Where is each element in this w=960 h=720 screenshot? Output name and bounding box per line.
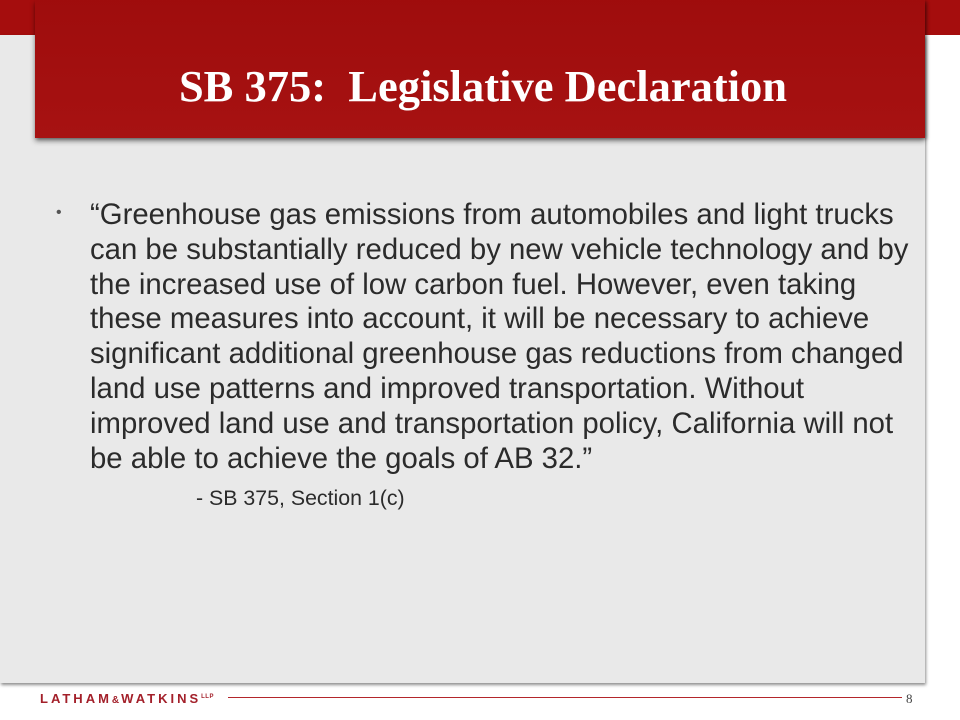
logo-word-left: LATHAM	[40, 691, 112, 706]
logo-suffix: LLP	[201, 694, 214, 700]
quote-block	[90, 198, 908, 476]
page-number: 8	[906, 691, 913, 706]
quote-line: significant additional greenhouse gas reductions from changed	[90, 337, 904, 371]
logo-word-right: WATKINS	[121, 691, 202, 706]
bullet-marker: •	[56, 204, 62, 221]
footer-rule	[228, 697, 902, 698]
slide-title: SB 375: Legislative Declaration	[178, 61, 788, 111]
quote-attribution: - SB 375, Section 1(c)	[196, 486, 405, 510]
title-box	[35, 0, 925, 138]
logo-ampersand: &	[111, 695, 122, 706]
quote-line: “Greenhouse gas emissions from automobiles and light trucks	[90, 198, 894, 231]
quote-line: land use patterns and improved transportation. Without	[90, 371, 805, 405]
quote-line: can be substantially reduced by new vehicle technology and by	[90, 232, 909, 266]
quote-line: be able to achieve the goals of AB 32.”	[90, 441, 593, 475]
quote-line: the increased use of low carbon fuel. However, even taking	[90, 267, 857, 301]
quote-line: improved land use and transportation policy, California will not	[90, 406, 894, 440]
company-logo	[40, 689, 214, 705]
quote-line: these measures into account, it will be necessary to achieve	[90, 302, 870, 336]
